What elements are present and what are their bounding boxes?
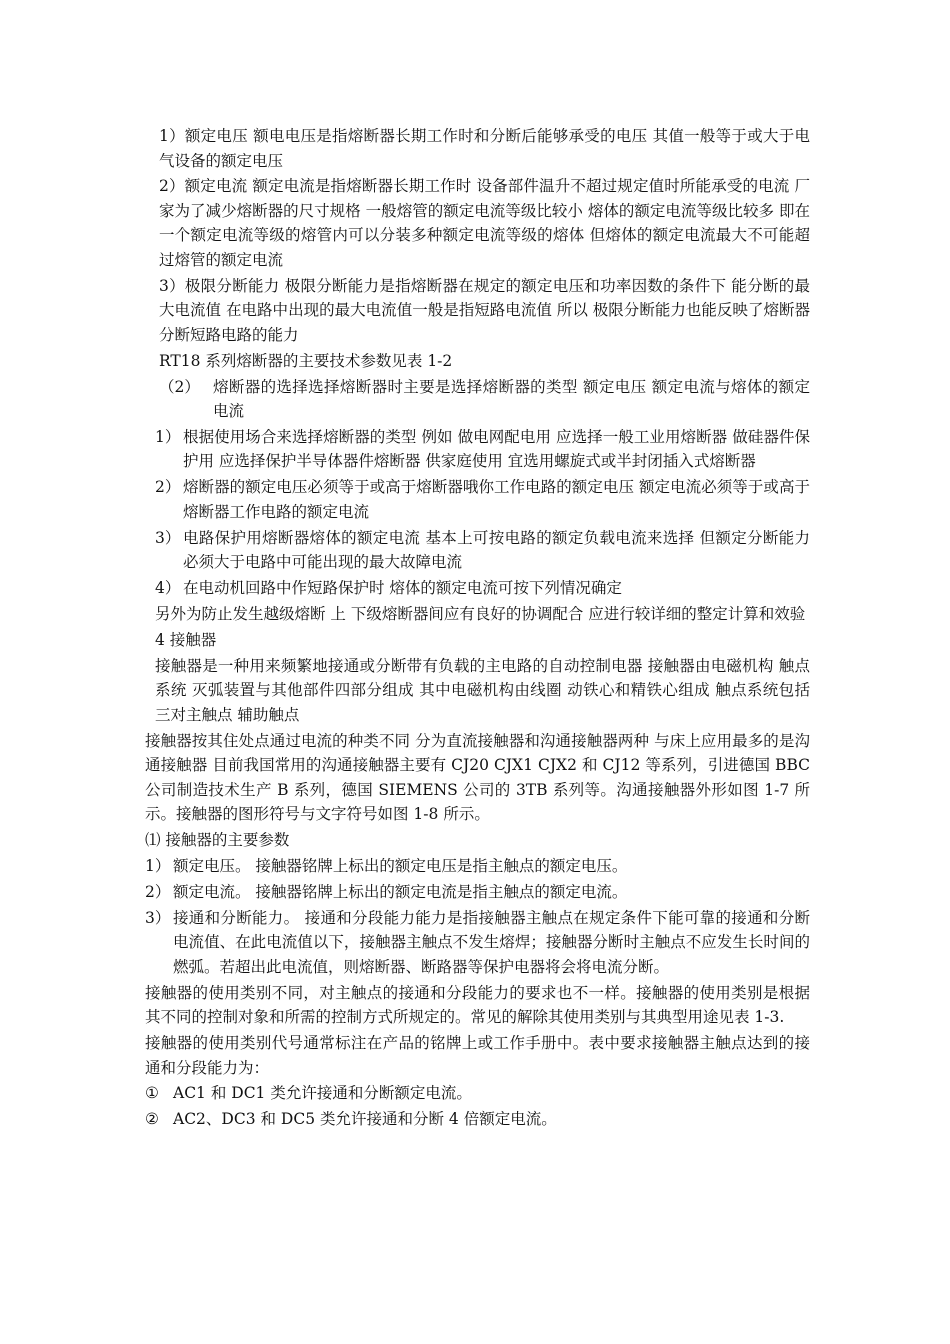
paragraph-coordination-note: 另外为防止发生越级熔断 上 下级熔断器间应有良好的协调配合 应进行较详细的整定计算和效验: [155, 605, 806, 624]
list-item-text: 额定电压。 接触器铭牌上标出的额定电压是指主触点的额定电压。: [173, 856, 628, 875]
paragraph-rt18-reference: RT18 系列熔断器的主要技术参数见表 1-2: [159, 351, 453, 370]
section-title-contactor: 4 接触器: [155, 630, 217, 649]
list-item-number: 3）: [155, 528, 181, 547]
list-item-text: AC1 和 DC1 类允许接通和分断额定电流。: [173, 1084, 472, 1103]
item-number: （2）: [159, 377, 200, 396]
item-fuse-selection: [145, 375, 810, 424]
paragraph-contactor-types: 接触器按其住处点通过电流的种类不同 分为直流接触器和沟通接触器两种 与床上应用最多的是沟通接触器 目前我国常用的沟通接触器主要有 CJ20 CJX1 CJX2 和 CJ12 等系列，引进德国 BBC 公司制造技术生产 B 系列，德国 SIEMENS 公司的 3TB 系列等。沟通接触器外形如图 1-7 所示。接触器的图形符号与文字符号如图 1-8 所示。: [145, 731, 810, 824]
list-item: [145, 576, 810, 601]
list-item-number: 2）: [155, 478, 181, 497]
list-item: [145, 880, 810, 905]
paragraph-breaking-capacity: 3）极限分断能力 极限分断能力是指熔断器在规定的额定电压和功率因数的条件下 能分断的最大电流值 在电路中出现的最大电流值一般是指短路电流值 所以 极限分断能力也能反映了熔断器分断短路电路的能力: [159, 276, 810, 344]
list-item: [145, 906, 810, 980]
list-item: [145, 475, 810, 524]
list-item: [145, 1107, 810, 1132]
paragraph-rated-voltage: 1）额定电压 额电电压是指熔断器长期工作时和分断后能够承受的电压 其值一般等于或大于电气设备的额定电压: [159, 127, 810, 170]
list-item-text: 电路保护用熔断器熔体的额定电流 基本上可按电路的额定负载电流来选择 但额定分断能力必须大于电路中可能出现的最大故障电流: [183, 528, 810, 572]
list-item-text: 接通和分断能力。 接通和分段能力能力是指接触器主触点在规定条件下能可靠的接通和分断电流值、在此电流值以下，接触器主触点不发生熔焊；接触器分断时主触点不应发生长时间的燃弧。若超出此电流值，则熔断器、断路器等保护电器将会将电流分断。: [173, 908, 810, 976]
paragraph-contactor-intro: 接触器是一种用来频繁地接通或分断带有负载的主电路的自动控制电器 接触器由电磁机构 触点系统 灭弧装置与其他部件四部分组成 其中电磁机构由线圈 动铁心和精铁心组成 触点系统包括三对主触点 辅助触点: [155, 656, 810, 724]
paragraph-rated-current: 2）额定电流 额定电流是指熔断器长期工作时 设备部件温升不超过规定值时所能承受的电流 厂家为了减少熔断器的尺寸规格 一般熔管的额定电流等级比较小 熔体的额定电流等级比较多 即在一个额定电流等级的熔管内可以分装多种额定电流等级的熔体 但熔体的额定电流最大不可能超过熔管的额定电流: [159, 177, 810, 269]
list-item-number: 2）: [145, 882, 171, 901]
paragraph-usage-codes: 接触器的使用类别代号通常标注在产品的铭牌上或工作手册中。表中要求接触器主触点达到的接通和分段能力为：: [145, 1034, 810, 1077]
paragraph-usage-categories: 接触器的使用类别不同，对主触点的接通和分段能力的要求也不一样。接触器的使用类别是根据其不同的控制对象和所需的控制方式所规定的。常见的解除其使用类别与其典型用途见表 1-3.: [145, 983, 810, 1027]
list-item: [145, 425, 810, 474]
list-item-number: 1）: [155, 427, 181, 446]
list-item-text: 根据使用场合来选择熔断器的类型 例如 做电网配电用 应选择一般工业用熔断器 做硅器件保护用 应选择保护半导体器件熔断器 供家庭使用 宜选用螺旋式或半封闭插入式熔断器: [183, 427, 810, 471]
heading-contactor-params: ⑴ 接触器的主要参数: [145, 831, 290, 850]
list-item-number: ①: [145, 1084, 159, 1103]
list-item-number: 4）: [155, 579, 181, 598]
list-item-text: 熔断器的额定电压必须等于或高于熔断器哦你工作电路的额定电压 额定电流必须等于或高于熔断器工作电路的额定电流: [183, 478, 810, 521]
list-item-text: AC2、DC3 和 DC5 类允许接通和分断 4 倍额定电流。: [173, 1110, 557, 1129]
list-item-number: 3）: [145, 908, 171, 927]
document-body: [145, 124, 810, 1133]
list-item: [145, 1081, 810, 1106]
list-item-text: 在电动机回路中作短路保护时 熔体的额定电流可按下列情况确定: [183, 579, 622, 598]
list-item-number: ②: [145, 1110, 159, 1129]
list-item-text: 额定电流。 接触器铭牌上标出的额定电流是指主触点的额定电流。: [173, 882, 628, 901]
item-text: 熔断器的选择选择熔断器时主要是选择熔断器的类型 额定电压 额定电流与熔体的额定电流: [213, 377, 810, 421]
list-item-number: 1）: [145, 856, 171, 875]
list-item: [145, 854, 810, 879]
list-item: [145, 526, 810, 575]
